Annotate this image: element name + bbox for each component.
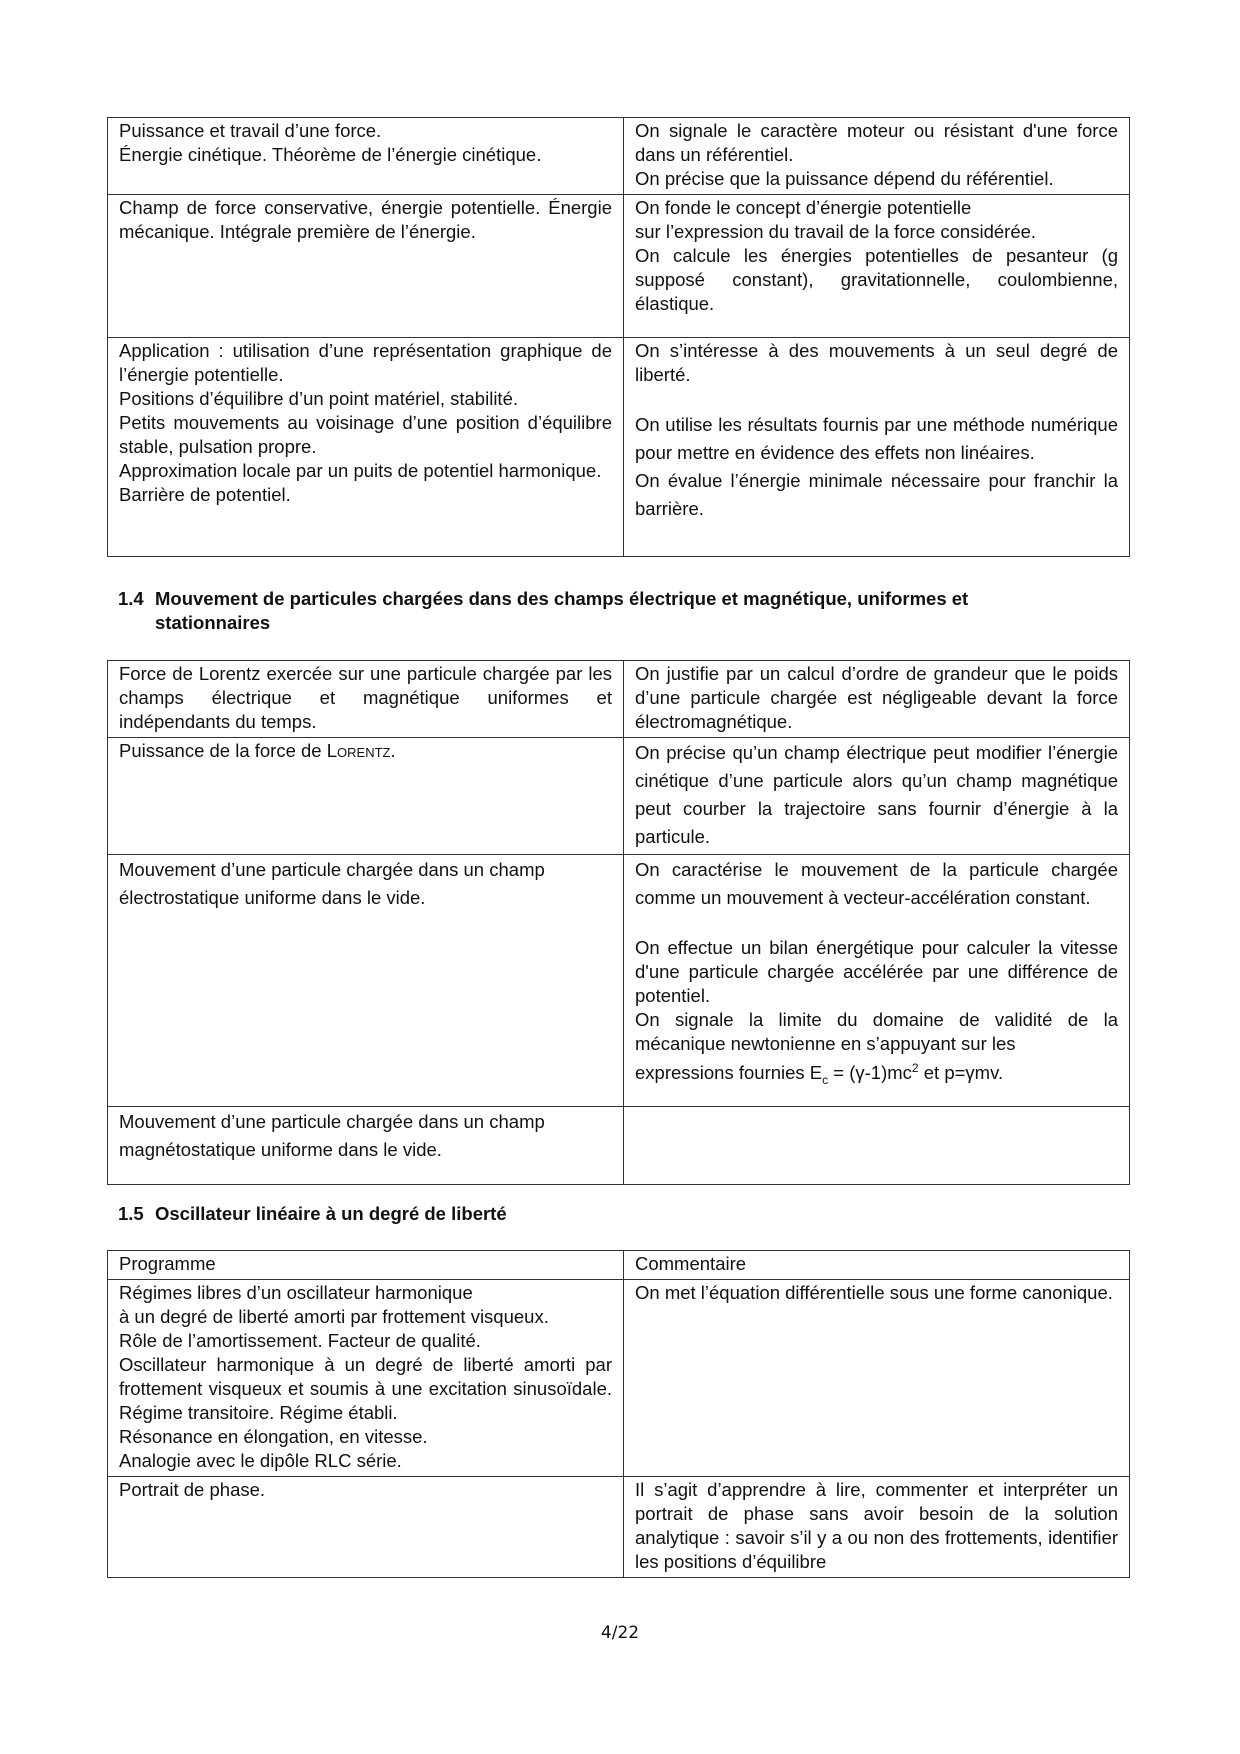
table-cell xyxy=(108,661,624,738)
table-cell xyxy=(108,738,624,855)
section-title-continued: stationnaires xyxy=(155,612,271,633)
cell-text: Portrait de phase. xyxy=(119,1479,266,1500)
table-cell xyxy=(624,1477,1130,1578)
cell-text: Application : utilisation d’une représentation graphique de l’énergie potentielle. xyxy=(119,340,612,385)
table-row xyxy=(108,738,1130,855)
table-cell xyxy=(108,338,624,557)
cell-text: Mouvement d’une particule chargée dans un champ magnétostatique uniforme dans le vide. xyxy=(119,1111,545,1160)
cell-text: On s’intéresse à des mouvements à un seul degré de liberté. xyxy=(635,340,1118,385)
section-heading xyxy=(118,1202,1130,1226)
table-cell xyxy=(624,1280,1130,1477)
section-title: Mouvement de particules chargées dans des champs électrique et magnétique, uniformes et xyxy=(155,588,969,609)
table-row xyxy=(108,1280,1130,1477)
column-header-programme: Programme xyxy=(108,1251,624,1280)
cell-text: On calcule les énergies potentielles de pesanteur (g supposé constant), gravitationnelle, coulombienne, élastique. xyxy=(635,245,1118,314)
table-row xyxy=(108,855,1130,1107)
energy-table xyxy=(107,117,1130,557)
cell-text: On justifie par un calcul d’ordre de grandeur que le poids d’une particule chargée est négligeable devant la force électromagnétique. xyxy=(635,663,1118,732)
cell-text: . xyxy=(390,740,396,761)
cell-text: à un degré de liberté amorti par frottement visqueux. xyxy=(119,1306,549,1327)
cell-text: Positions d’équilibre d’un point matériel, stabilité. xyxy=(119,388,518,409)
cell-text: Oscillateur harmonique à un degré de liberté amorti par frottement visqueux et soumis à une excitation sinusoïdale. Régime transitoire. Régime établi. xyxy=(119,1354,612,1423)
cell-text: Puissance et travail d’une force. xyxy=(119,120,382,141)
table-cell xyxy=(624,338,1130,557)
table-row xyxy=(108,195,1130,338)
column-header-commentaire: Commentaire xyxy=(624,1251,1130,1280)
table-cell xyxy=(624,1107,1130,1185)
section-title: Oscillateur linéaire à un degré de liberté xyxy=(155,1203,507,1224)
cell-text: Mouvement d’une particule chargée dans un champ électrostatique uniforme dans le vide. xyxy=(119,859,545,908)
table-cell xyxy=(624,738,1130,855)
cell-text: Il s’agit d’apprendre à lire, commenter et interpréter un portrait de phase sans avoir besoin de la solution analytique : savoir s’il y a ou non des frottements, identifier les positions d’équilibre xyxy=(635,1479,1118,1572)
table-row xyxy=(108,1107,1130,1185)
lorentz-table xyxy=(107,660,1130,1185)
section-number: 1.5 xyxy=(118,1203,144,1224)
cell-text: On précise qu’un champ électrique peut modifier l’énergie cinétique d’une particule alors qu’un champ magnétique peut courber la trajectoire sans fournir d’énergie à la particule. xyxy=(635,742,1118,847)
person-name: Lorentz xyxy=(326,740,391,761)
cell-text: Rôle de l’amortissement. Facteur de qualité. xyxy=(119,1330,481,1351)
section-number: 1.4 xyxy=(118,588,144,609)
table-cell xyxy=(108,118,624,195)
cell-text: Champ de force conservative, énergie potentielle. Énergie mécanique. Intégrale première de l’énergie. xyxy=(119,197,612,242)
cell-text: Force de Lorentz exercée sur une particule chargée par les champs électrique et magnétique uniformes et indépendants du temps. xyxy=(119,663,612,732)
table-cell xyxy=(108,1477,624,1578)
section-heading xyxy=(118,587,1130,635)
relativistic-formula: expressions fournies $E_c = (\gamma-1)mc^2$ et p=γmv. xyxy=(635,1061,1004,1087)
cell-text: Puissance de la force de xyxy=(119,740,327,761)
table-row xyxy=(108,661,1130,738)
oscillator-table xyxy=(107,1250,1130,1578)
cell-text: Résonance en élongation, en vitesse. xyxy=(119,1426,428,1447)
table-header-row xyxy=(108,1251,1130,1280)
cell-text: On met l’équation différentielle sous une forme canonique. xyxy=(635,1282,1113,1303)
cell-text: On signale le caractère moteur ou résistant d'une force dans un référentiel. xyxy=(635,120,1118,165)
table-cell xyxy=(624,195,1130,338)
table-cell xyxy=(624,855,1130,1107)
table-cell xyxy=(108,195,624,338)
cell-text: Petits mouvements au voisinage d’une position d’équilibre stable, pulsation propre. xyxy=(119,412,612,457)
cell-text: Barrière de potentiel. xyxy=(119,484,291,505)
cell-text: On précise que la puissance dépend du référentiel. xyxy=(635,168,1054,189)
cell-text: Analogie avec le dipôle RLC série. xyxy=(119,1450,402,1471)
table-cell xyxy=(624,118,1130,195)
table-cell xyxy=(624,661,1130,738)
cell-text: On effectue un bilan énergétique pour calculer la vitesse d'une particule chargée accélérée par une différence de potentiel. xyxy=(635,937,1118,1006)
table-cell xyxy=(108,1107,624,1185)
page-number: 4/22 xyxy=(600,1623,640,1643)
table-cell xyxy=(108,855,624,1107)
cell-text: On évalue l’énergie minimale nécessaire pour franchir la barrière. xyxy=(635,470,1118,519)
table-row xyxy=(108,1477,1130,1578)
table-row xyxy=(108,338,1130,557)
cell-text: On caractérise le mouvement de la particule chargée comme un mouvement à vecteur-accélération constant. xyxy=(635,859,1118,908)
cell-text: Approximation locale par un puits de potentiel harmonique. xyxy=(119,460,602,481)
table-row xyxy=(108,118,1130,195)
cell-text: Régimes libres d’un oscillateur harmonique xyxy=(119,1282,473,1303)
cell-text: sur l’expression du travail de la force considérée. xyxy=(635,221,1037,242)
cell-text: On signale la limite du domaine de validité de la mécanique newtonienne en s’appuyant sur les xyxy=(635,1009,1118,1054)
cell-text: On fonde le concept d’énergie potentielle xyxy=(635,197,972,218)
cell-text: On utilise les résultats fournis par une méthode numérique pour mettre en évidence des effets non linéaires. xyxy=(635,414,1118,463)
cell-text: Énergie cinétique. Théorème de l’énergie cinétique. xyxy=(119,144,542,165)
table-cell xyxy=(108,1280,624,1477)
